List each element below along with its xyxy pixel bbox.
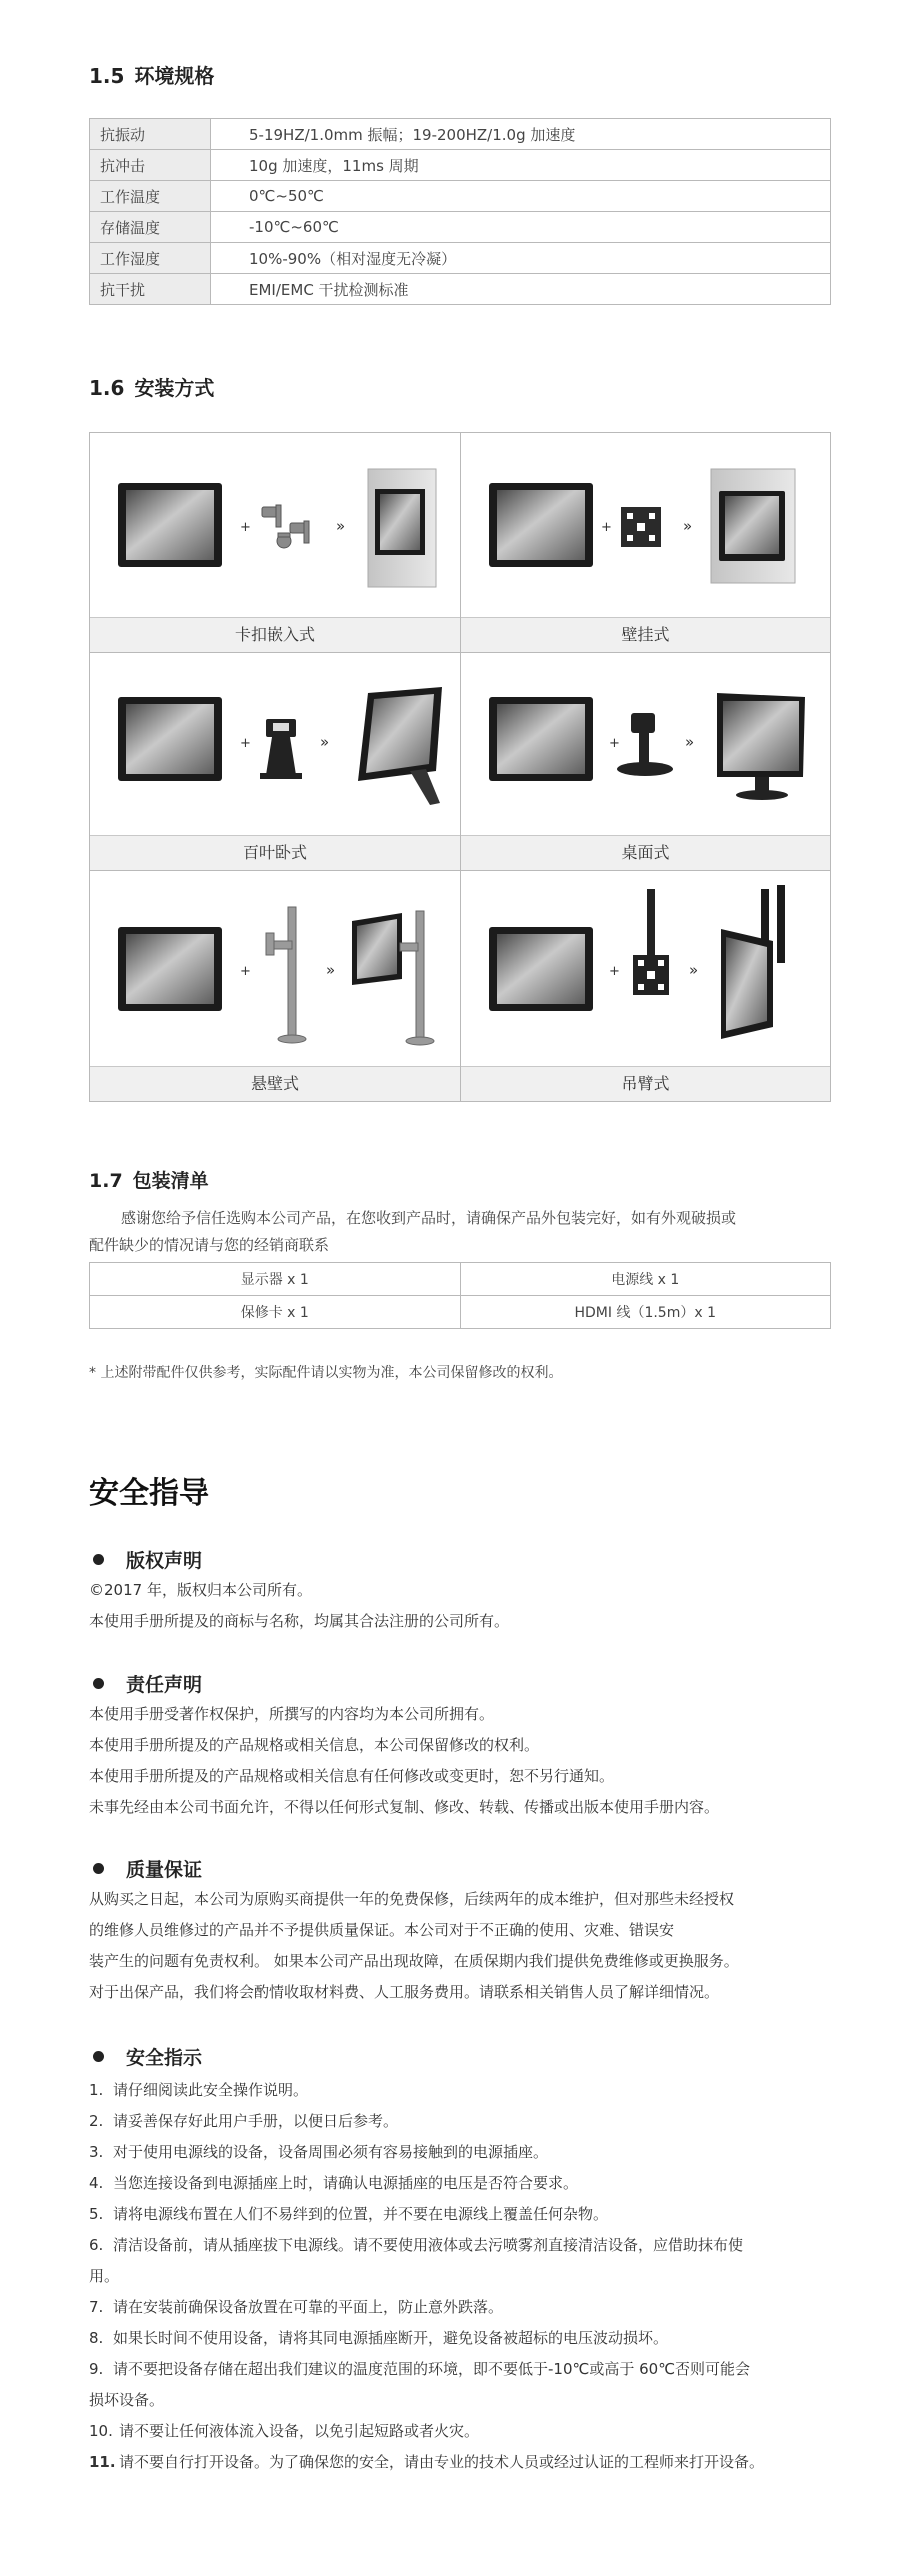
- list-item: [89, 2385, 839, 2416]
- item-text: 如果长时间不使用设备，请将其同电源插座断开，避免设备被超标的电压波动损坏。: [113, 2329, 669, 2347]
- svg-text:»: »: [320, 733, 330, 751]
- spec-key: 抗冲击: [90, 150, 211, 181]
- section-1-6-title: [89, 372, 214, 401]
- svg-text:»: »: [689, 961, 699, 979]
- section-1-7-title: [89, 1166, 209, 1193]
- install-caption: 悬壁式: [90, 1066, 460, 1101]
- table-row: [90, 1296, 831, 1329]
- text-line: 对于出保产品，我们将会酌情收取材料费、人工服务费用。请联系相关销售人员了解详细情况。: [89, 1983, 720, 2001]
- list-item: [89, 2447, 839, 2478]
- svg-text:+: +: [601, 520, 612, 535]
- list-item: [89, 2354, 839, 2385]
- packing-item: 电源线 x 1: [460, 1263, 831, 1296]
- item-number: 4.: [89, 2174, 104, 2192]
- item-number: 8.: [89, 2329, 104, 2347]
- list-item: [89, 2137, 839, 2168]
- spec-key: 抗振动: [90, 119, 211, 150]
- svg-text:+: +: [240, 964, 251, 979]
- bullet-icon: [93, 1554, 104, 1565]
- item-number: 5.: [89, 2205, 104, 2223]
- install-caption: 桌面式: [461, 835, 830, 870]
- item-number: 3.: [89, 2143, 104, 2161]
- item-text: 请不要让任何液体流入设备，以免引起短路或者火灾。: [119, 2422, 480, 2440]
- text-line: 装产生的问题有免责权利。 如果本公司产品出现故障，在质保期内我们提供免费维修或更换服务。: [89, 1952, 739, 1970]
- safety-instructions-heading: [89, 2043, 202, 2070]
- packing-item: 显示器 x 1: [90, 1263, 461, 1296]
- panel-mount-illustration: [90, 433, 460, 618]
- install-panel-mount: [90, 433, 460, 652]
- copyright-heading: [89, 1546, 202, 1573]
- text-line: 本使用手册所提及的产品规格或相关信息，本公司保留修改的权利。: [89, 1736, 540, 1754]
- warranty-heading: [89, 1855, 202, 1882]
- liability-heading: [89, 1670, 202, 1697]
- heading-text: 质量保证: [126, 1859, 203, 1881]
- spec-value: -10℃~60℃: [211, 212, 831, 243]
- svg-text:»: »: [683, 517, 693, 535]
- packing-note: * 上述附带配件仅供参考，实际配件请以实物为准，本公司保留修改的权利。: [89, 1365, 563, 1381]
- liability-text: [89, 1699, 839, 1823]
- list-item: [89, 2323, 839, 2354]
- table-row: [90, 119, 831, 150]
- safety-instructions-list: [89, 2075, 839, 2478]
- list-item: [89, 2230, 839, 2261]
- spec-key: 抗干扰: [90, 274, 211, 305]
- packing-intro-cont: 配件缺少的情况请与您的经销商联系: [89, 1236, 330, 1254]
- item-text: 请在安装前确保设备放置在可靠的平面上，防止意外跌落。: [113, 2298, 504, 2316]
- spec-value: 10g 加速度，11ms 周期: [211, 150, 831, 181]
- safety-guide-title: 安全指导: [89, 1476, 209, 1511]
- text-line: 本使用手册所提及的产品规格或相关信息有任何修改或变更时，恕不另行通知。: [89, 1767, 615, 1785]
- section-title-text: 安装方式: [134, 376, 215, 400]
- spec-value: 10%-90%（相对湿度无冷凝）: [211, 243, 831, 274]
- item-number: 1.: [89, 2081, 104, 2099]
- item-text: 请妥善保存好此用户手册，以便日后参考。: [113, 2112, 399, 2130]
- svg-text:+: +: [240, 736, 251, 751]
- install-ceiling-arm: [461, 871, 830, 1101]
- environment-spec-table: [89, 118, 831, 305]
- section-number: 1.5: [89, 64, 125, 88]
- svg-text:»: »: [685, 733, 695, 751]
- list-item: [89, 2416, 839, 2447]
- install-caption: 百叶卧式: [90, 835, 460, 870]
- packing-item: HDMI 线（1.5m）x 1: [460, 1296, 831, 1329]
- install-desktop: [461, 653, 830, 870]
- section-1-5-title: [89, 60, 214, 89]
- spec-key: 存储温度: [90, 212, 211, 243]
- svg-text:»: »: [326, 961, 336, 979]
- list-item: [89, 2106, 839, 2137]
- spec-key: 工作温度: [90, 181, 211, 212]
- packing-intro: 感谢您给予信任选购本公司产品，在您收到产品时，请确保产品外包装完好，如有外观破损或: [121, 1209, 737, 1227]
- section-title-text: 包装清单: [132, 1170, 209, 1192]
- item-text: 清洁设备前，请从插座拔下电源线。请不要使用液体或去污喷雾剂直接清洁设备，应借助抹布使: [113, 2236, 744, 2254]
- item-number: 10.: [89, 2422, 113, 2440]
- spec-value: 5-19HZ/1.0mm 振幅；19-200HZ/1.0g 加速度: [211, 119, 831, 150]
- svg-text:+: +: [609, 964, 620, 979]
- list-item: [89, 2075, 839, 2106]
- section-title-text: 环境规格: [134, 64, 215, 88]
- section-number: 1.6: [89, 376, 125, 400]
- table-row: [90, 243, 831, 274]
- svg-text:+: +: [609, 736, 620, 751]
- text-line: 的维修人员维修过的产品并不予提供质量保证。本公司对于不正确的使用、灾难、错误安: [89, 1921, 675, 1939]
- svg-text:+: +: [240, 520, 251, 535]
- bullet-icon: [93, 2051, 104, 2062]
- item-number: 11.: [89, 2453, 116, 2471]
- wall-mount-illustration: [461, 433, 830, 618]
- pole-mount-illustration: [90, 871, 460, 1067]
- desktop-illustration: [461, 653, 830, 836]
- table-row: [90, 274, 831, 305]
- text-line: ©2017 年，版权归本公司所有。: [89, 1581, 312, 1599]
- text-line: 本使用手册受著作权保护，所撰写的内容均为本公司所拥有。: [89, 1705, 495, 1723]
- item-text: 当您连接设备到电源插座上时，请确认电源插座的电压是否符合要求。: [113, 2174, 579, 2192]
- item-text: 损坏设备。: [89, 2391, 165, 2409]
- text-line: 未事先经由本公司书面允许，不得以任何形式复制、修改、转载、传播或出版本使用手册内容。: [89, 1798, 720, 1816]
- spec-value: EMI/EMC 干扰检测标准: [211, 274, 831, 305]
- list-item: [89, 2292, 839, 2323]
- install-pole-mount: [90, 871, 460, 1101]
- table-row: [90, 150, 831, 181]
- item-text: 请将电源线布置在人们不易绊到的位置，并不要在电源线上覆盖任何杂物。: [113, 2205, 609, 2223]
- packing-item: 保修卡 x 1: [90, 1296, 461, 1329]
- spec-key: 工作湿度: [90, 243, 211, 274]
- item-text: 请仔细阅读此安全操作说明。: [113, 2081, 309, 2099]
- heading-text: 安全指示: [126, 2047, 203, 2069]
- item-number: 6.: [89, 2236, 104, 2254]
- heading-text: 版权声明: [126, 1550, 203, 1572]
- section-number: 1.7: [89, 1170, 123, 1192]
- bullet-icon: [93, 1863, 104, 1874]
- table-row: [90, 181, 831, 212]
- install-wall-mount: [461, 433, 830, 652]
- install-caption: 壁挂式: [461, 617, 830, 652]
- item-text: 请不要自行打开设备。为了确保您的安全，请由专业的技术人员或经过认证的工程师来打开设备。: [119, 2453, 765, 2471]
- item-text: 请不要把设备存储在超出我们建议的温度范围的环境，即不要低于-10℃或高于 60℃否则可能会: [113, 2360, 751, 2378]
- table-row: [90, 1263, 831, 1296]
- table-row: [90, 212, 831, 243]
- install-caption: 吊臂式: [461, 1066, 830, 1101]
- list-item: [89, 2199, 839, 2230]
- item-text: 对于使用电源线的设备，设备周围必须有容易接触到的电源插座。: [113, 2143, 549, 2161]
- packing-list-table: [89, 1262, 831, 1329]
- text-line: 本使用手册所提及的商标与名称，均属其合法注册的公司所有。: [89, 1612, 510, 1630]
- item-number: 2.: [89, 2112, 104, 2130]
- text-line: 从购买之日起，本公司为原购买商提供一年的免费保修，后续两年的成本维护，但对那些未经授权: [89, 1890, 735, 1908]
- vesa-stand-illustration: [90, 653, 460, 836]
- list-item: [89, 2168, 839, 2199]
- warranty-text: [89, 1884, 839, 2008]
- install-vesa-stand: [90, 653, 460, 870]
- svg-text:»: »: [336, 517, 346, 535]
- ceiling-arm-illustration: [461, 871, 830, 1067]
- install-caption: 卡扣嵌入式: [90, 617, 460, 652]
- item-number: 9.: [89, 2360, 104, 2378]
- copyright-text: [89, 1575, 839, 1637]
- item-text: 用。: [89, 2267, 120, 2285]
- bullet-icon: [93, 1678, 104, 1689]
- heading-text: 责任声明: [126, 1674, 203, 1696]
- list-item: [89, 2261, 839, 2292]
- spec-value: 0℃~50℃: [211, 181, 831, 212]
- item-number: 7.: [89, 2298, 104, 2316]
- installation-methods-grid: [89, 432, 831, 1102]
